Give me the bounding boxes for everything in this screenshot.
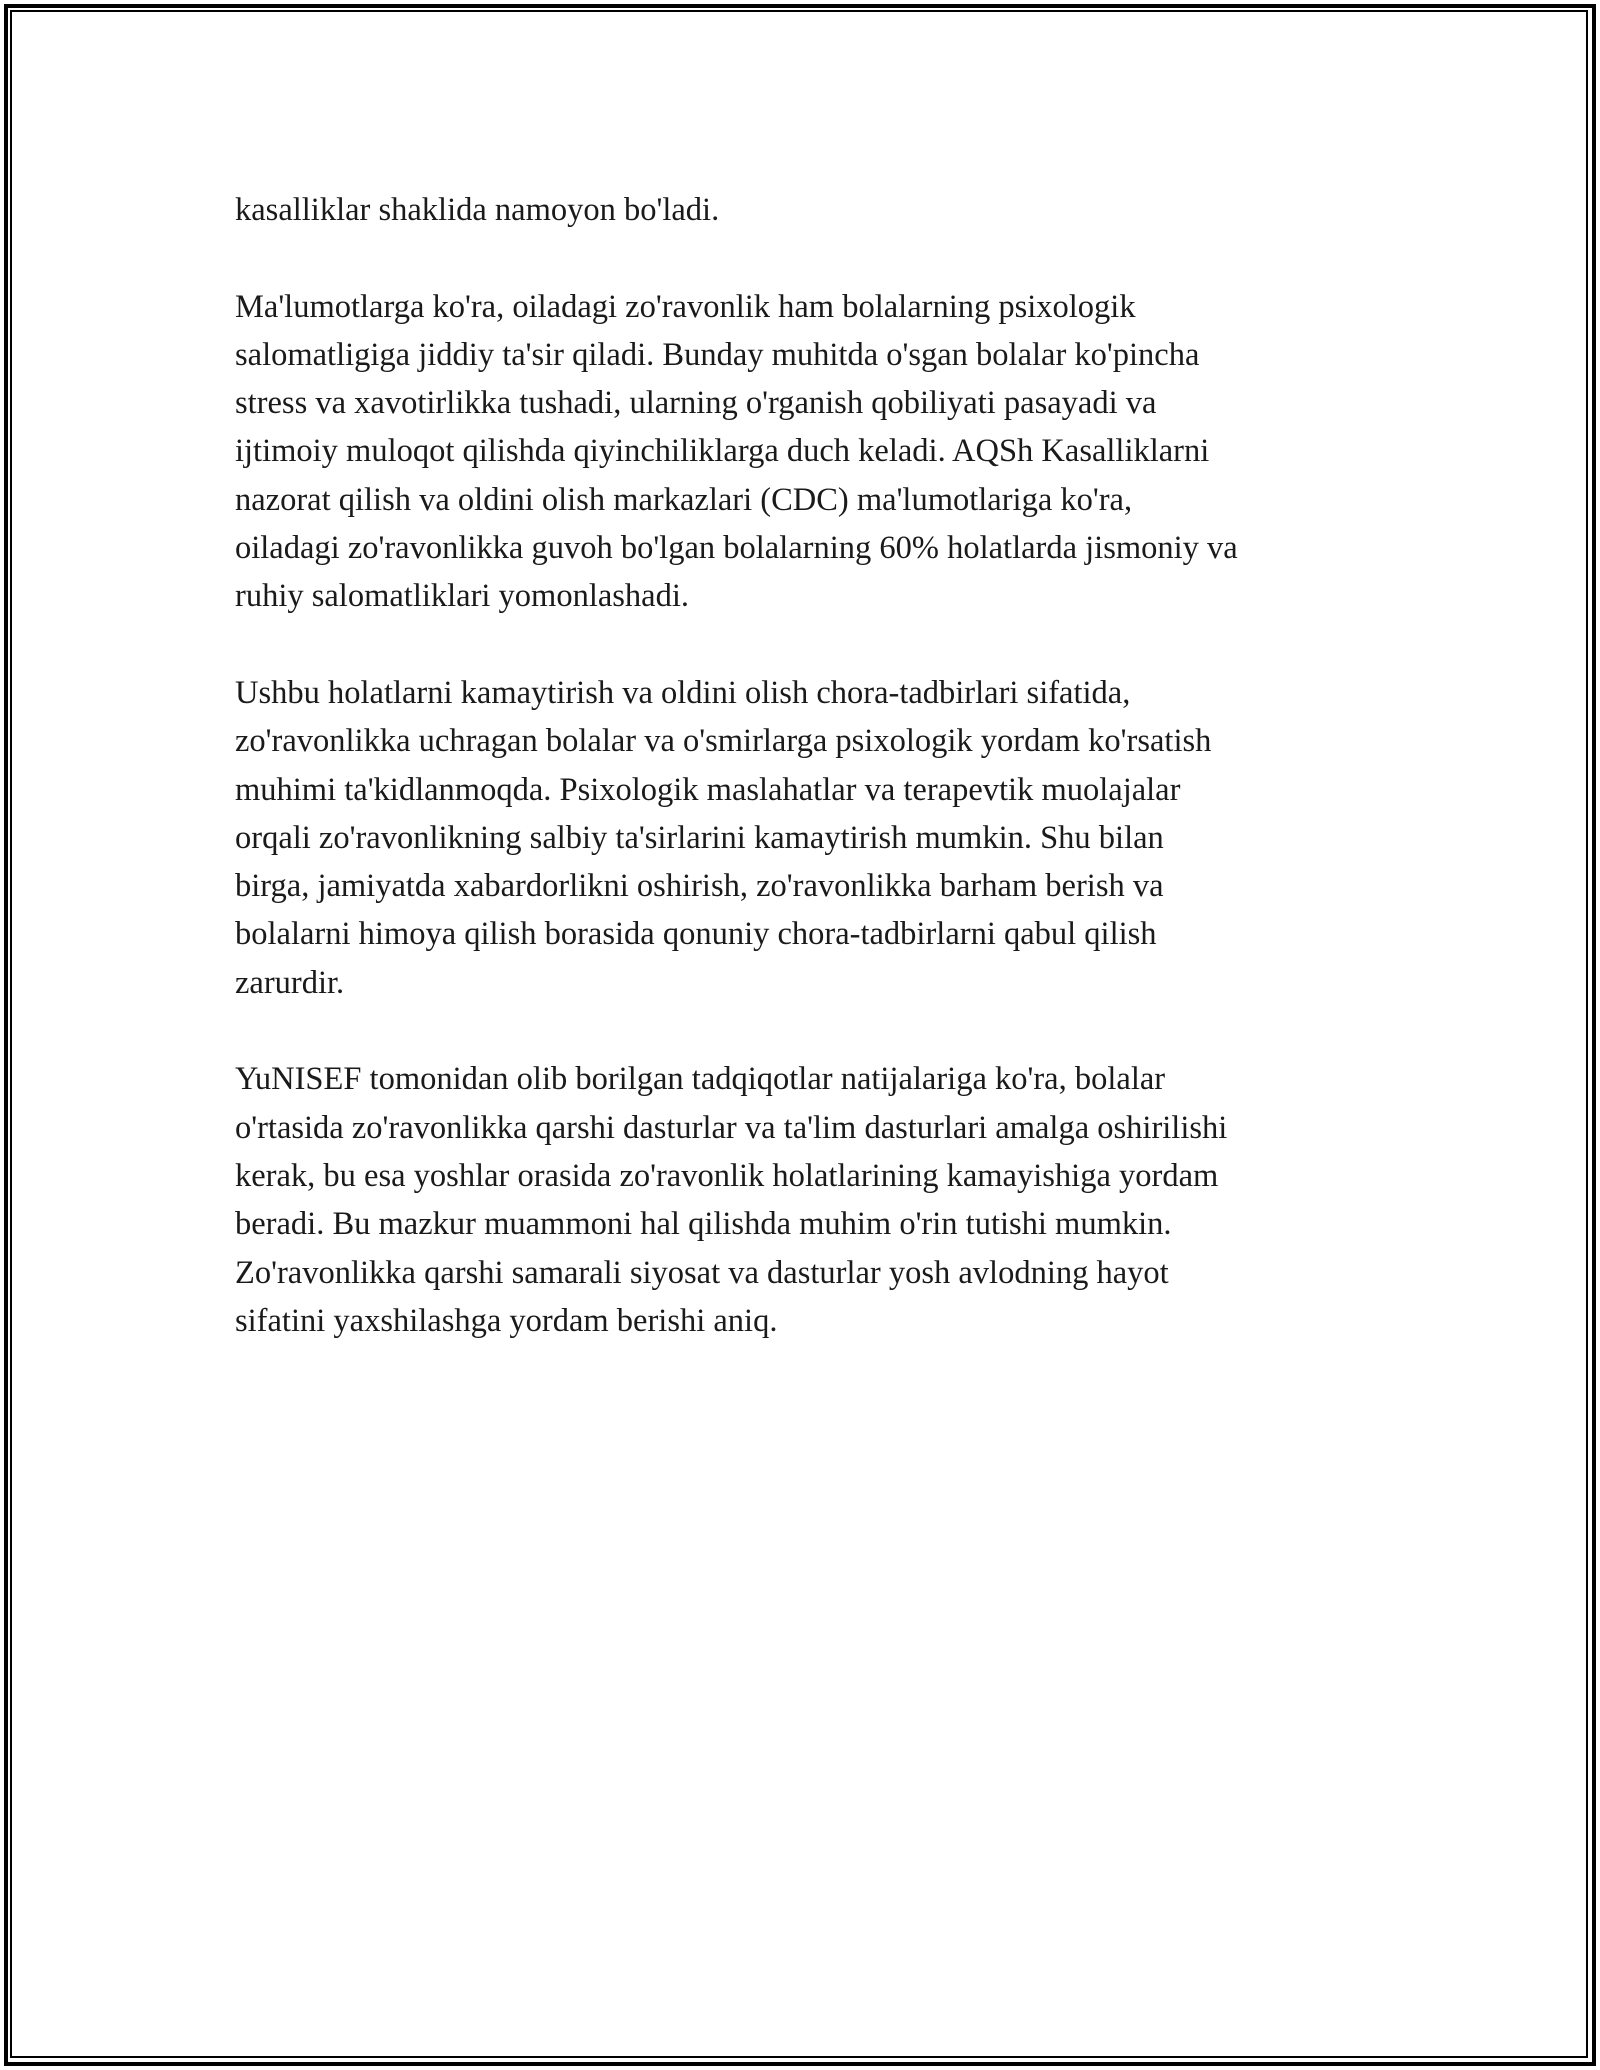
paragraph-1: [235, 186, 1375, 234]
text-line: salomatligiga jiddiy ta'sir qiladi. Bunday muhitda o'sgan bolalar ko'pincha: [235, 336, 1200, 373]
document-body: [235, 186, 1375, 1393]
paragraph-3: [235, 669, 1375, 1007]
text-line: YuNISEF tomonidan olib borilgan tadqiqotlar natijalariga ko'ra, bolalar: [235, 1061, 1166, 1098]
text-line: bolalarni himoya qilish borasida qonuniy chora-tadbirlarni qabul qilish: [235, 916, 1157, 953]
text-line: Ma'lumotlarga ko'ra, oiladagi zo'ravonlik ham bolalarning psixologik: [235, 288, 1136, 325]
text-line: zo'ravonlikka uchragan bolalar va o'smirlarga psixologik yordam ko'rsatish: [235, 723, 1212, 760]
text-line: zarurdir.: [235, 964, 345, 1001]
text-line: kerak, bu esa yoshlar orasida zo'ravonlik holatlarining kamayishiga yordam: [235, 1157, 1219, 1194]
text-line: Zo'ravonlikka qarshi samarali siyosat va dasturlar yosh avlodning hayot: [235, 1254, 1169, 1291]
text-line: birga, jamiyatda xabardorlikni oshirish, zo'ravonlikka barham berish va: [235, 868, 1164, 905]
text-line: nazorat qilish va oldini olish markazlari (CDC) ma'lumotlariga ko'ra,: [235, 481, 1133, 518]
text-line: o'rtasida zo'ravonlikka qarshi dasturlar va ta'lim dasturlari amalga oshirilishi: [235, 1109, 1228, 1146]
text-line: Ushbu holatlarni kamaytirish va oldini olish chora-tadbirlari sifatida,: [235, 674, 1131, 711]
text-line: ruhiy salomatliklari yomonlashadi.: [235, 578, 690, 615]
paragraph-2: [235, 283, 1375, 621]
text-line: stress va xavotirlikka tushadi, ularning o'rganish qobiliyati pasayadi va: [235, 385, 1157, 422]
text-line: orqali zo'ravonlikning salbiy ta'sirlarini kamaytirish mumkin. Shu bilan: [235, 819, 1164, 856]
text-line: ijtimoiy muloqot qilishda qiyinchiliklarga duch keladi. AQSh Kasalliklarni: [235, 433, 1210, 470]
text-line: sifatini yaxshilashga yordam berishi aniq.: [235, 1302, 778, 1339]
text-line: oiladagi zo'ravonlikka guvoh bo'lgan bolalarning 60% holatlarda jismoniy va: [235, 530, 1238, 567]
text-line: beradi. Bu mazkur muammoni hal qilishda muhim o'rin tutishi mumkin.: [235, 1206, 1172, 1243]
text-line: muhimi ta'kidlanmoqda. Psixologik maslahatlar va terapevtik muolajalar: [235, 771, 1181, 808]
paragraph-4: [235, 1055, 1375, 1345]
text-line: kasalliklar shaklida namoyon bo'ladi.: [235, 192, 720, 228]
